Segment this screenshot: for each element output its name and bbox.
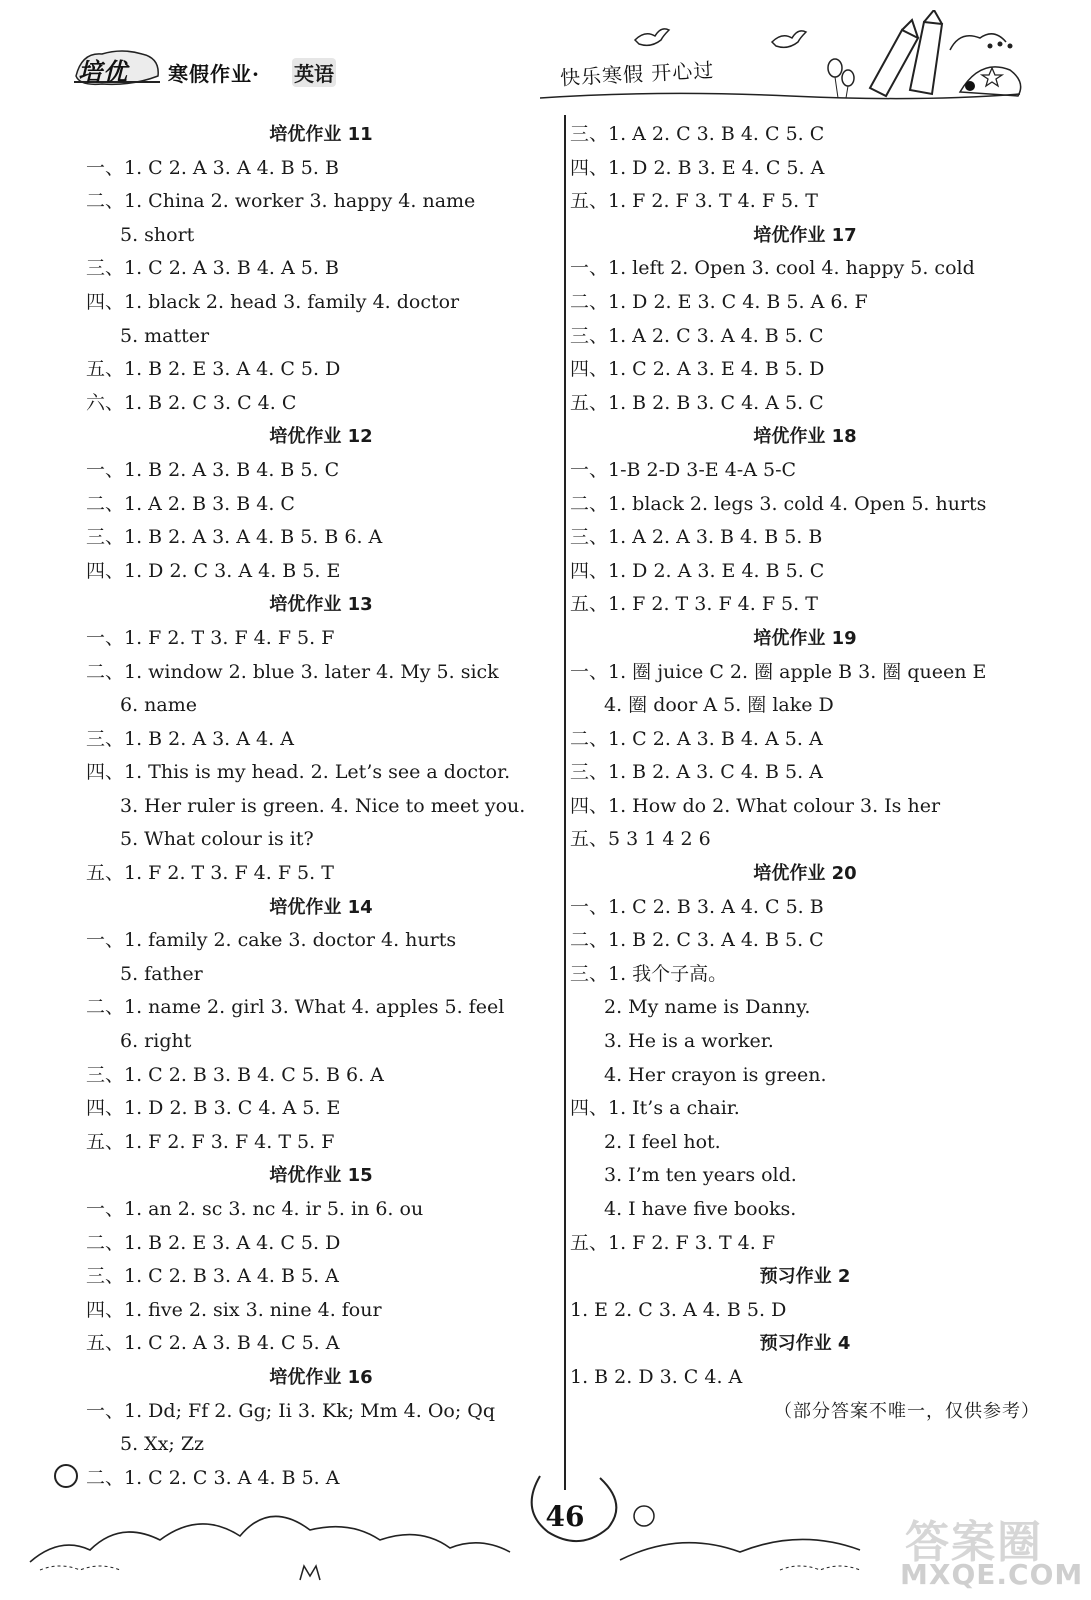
answer-line: 四、1. D 2. C 3. A 4. B 5. E bbox=[86, 559, 341, 582]
bird-icon bbox=[635, 29, 669, 45]
section-title: 培优作业 13 bbox=[269, 594, 373, 616]
answer-line: 四、1. D 2. B 3. E 4. C 5. A bbox=[570, 156, 825, 179]
section-title: 培优作业 12 bbox=[269, 426, 373, 448]
answer-line: 2. My name is Danny. bbox=[604, 996, 811, 1019]
section-title: 预习作业 4 bbox=[759, 1333, 851, 1355]
answer-line: 四、1. It’s a chair. bbox=[570, 1097, 740, 1120]
answer-line: 一、1. C 2. A 3. A 4. B 5. B bbox=[86, 156, 339, 179]
answer-line: 四、1. five 2. six 3. nine 4. four bbox=[86, 1298, 382, 1321]
answer-line: 三、1. A 2. A 3. B 4. B 5. B bbox=[570, 526, 823, 549]
answer-line: 三、1. B 2. A 3. A 4. A bbox=[86, 727, 294, 750]
answer-line: 4. Her crayon is green. bbox=[604, 1063, 827, 1086]
answer-line: 四、1. C 2. A 3. E 4. B 5. D bbox=[570, 358, 825, 381]
answer-line: 4. I have five books. bbox=[604, 1198, 797, 1220]
answer-line: 1. E 2. C 3. A 4. B 5. D bbox=[570, 1298, 787, 1321]
answer-line: 五、5 3 1 4 2 6 bbox=[570, 828, 711, 851]
section-title: 培优作业 19 bbox=[753, 627, 857, 649]
answer-line: 二、1. D 2. E 3. C 4. B 5. A 6. F bbox=[570, 290, 868, 313]
answer-line: 三、1. B 2. A 3. C 4. B 5. A bbox=[570, 761, 823, 784]
section-title: 培优作业 15 bbox=[269, 1165, 373, 1187]
answer-line: 三、1. A 2. C 3. A 4. B 5. C bbox=[570, 324, 824, 347]
section-title: 培优作业 16 bbox=[269, 1366, 373, 1388]
answer-line: 五、1. F 2. T 3. F 4. F 5. T bbox=[86, 862, 334, 885]
answer-line: 三、1. A 2. C 3. B 4. C 5. C bbox=[570, 123, 825, 145]
answer-line: 二、1. name 2. girl 3. What 4. apples 5. feel bbox=[86, 996, 505, 1019]
section-title: 培优作业 18 bbox=[753, 426, 857, 448]
answer-line: 二、1. C 2. A 3. B 4. A 5. A bbox=[570, 727, 823, 750]
answer-line: 5. Xx; Zz bbox=[120, 1433, 205, 1456]
answer-line: 五、1. B 2. B 3. C 4. A 5. C bbox=[570, 391, 824, 414]
page-header bbox=[0, 0, 1091, 110]
answer-line: 五、1. F 2. T 3. F 4. F 5. T bbox=[570, 593, 818, 616]
left-column bbox=[86, 118, 556, 1495]
answer-line: 4. 圈 door A 5. 圈 lake D bbox=[604, 694, 834, 717]
answer-line: 五、1. F 2. F 3. T 4. F 5. T bbox=[570, 190, 818, 213]
answer-line: 5. matter bbox=[120, 324, 210, 347]
answer-line: 一、1. Dd; Ff 2. Gg; Ii 3. Kk; Mm 4. Oo; Qq bbox=[86, 1399, 496, 1422]
answer-note: （部分答案不唯一，仅供参考） bbox=[774, 1400, 1040, 1422]
answer-line: 6. right bbox=[120, 1030, 192, 1053]
header-slogan: 快乐寒假 开心过 bbox=[559, 57, 715, 90]
answer-line: 一、1-B 2-D 3-E 4-A 5-C bbox=[570, 458, 797, 481]
answer-line: 三、1. B 2. A 3. A 4. B 5. B 6. A bbox=[86, 526, 383, 549]
answer-line: 二、1. C 2. C 3. A 4. B 5. A bbox=[86, 1466, 340, 1489]
answer-line: 三、1. 我个子高。 bbox=[570, 962, 728, 985]
star-icon bbox=[960, 67, 1021, 96]
answer-line: 二、1. B 2. E 3. A 4. C 5. D bbox=[86, 1231, 341, 1254]
answer-line: 二、1. B 2. C 3. A 4. B 5. C bbox=[570, 929, 824, 952]
answer-line: 五、1. F 2. F 3. T 4. F bbox=[570, 1231, 776, 1254]
answer-line: 一、1. 圈 juice C 2. 圈 apple B 3. 圈 queen E bbox=[570, 660, 987, 683]
answer-line: 五、1. B 2. E 3. A 4. C 5. D bbox=[86, 358, 341, 381]
answer-line: 5. short bbox=[120, 223, 195, 246]
answer-line: 一、1. B 2. A 3. B 4. B 5. C bbox=[86, 458, 340, 481]
bird-icon bbox=[772, 31, 806, 47]
right-column bbox=[570, 118, 1040, 1428]
section-title: 预习作业 2 bbox=[759, 1266, 851, 1288]
answer-line: 四、1. D 2. B 3. C 4. A 5. E bbox=[86, 1097, 341, 1120]
answer-line: 五、1. F 2. F 3. F 4. T 5. F bbox=[86, 1130, 335, 1153]
answer-line: 三、1. C 2. A 3. B 4. A 5. B bbox=[86, 257, 339, 280]
section-title: 培优作业 17 bbox=[753, 224, 857, 246]
answer-line: 四、1. black 2. head 3. family 4. doctor bbox=[86, 290, 460, 313]
answer-line: 五、1. C 2. A 3. B 4. C 5. A bbox=[86, 1332, 340, 1355]
column-divider bbox=[564, 115, 566, 1490]
answer-line: 三、1. C 2. B 3. A 4. B 5. A bbox=[86, 1265, 339, 1288]
answer-line: 四、1. This is my head. 2. Let’s see a doctor. bbox=[86, 761, 511, 784]
answer-line: 二、1. China 2. worker 3. happy 4. name bbox=[86, 190, 476, 213]
answer-line: 六、1. B 2. C 3. C 4. C bbox=[86, 391, 297, 414]
answer-line: 一、1. F 2. T 3. F 4. F 5. F bbox=[86, 626, 335, 649]
page-number: 46 bbox=[545, 1500, 585, 1533]
watermark-url: MXQE.COM bbox=[900, 1558, 1084, 1591]
section-title: 培优作业 20 bbox=[753, 863, 857, 885]
crayon-icon bbox=[910, 10, 942, 94]
balloon-icon bbox=[828, 59, 854, 98]
answer-line: 1. B 2. D 3. C 4. A bbox=[570, 1365, 743, 1388]
answer-line: 一、1. family 2. cake 3. doctor 4. hurts bbox=[86, 929, 457, 952]
answer-line: 3. Her ruler is green. 4. Nice to meet you. bbox=[120, 794, 526, 817]
answer-line: 二、1. window 2. blue 3. later 4. My 5. sick bbox=[86, 660, 499, 683]
section-title: 培优作业 11 bbox=[269, 124, 373, 145]
answer-line: 二、1. A 2. B 3. B 4. C bbox=[86, 492, 295, 515]
section-title: 培优作业 14 bbox=[269, 896, 373, 918]
answer-line: 5. What colour is it? bbox=[120, 828, 314, 851]
subject-badge: 英语 bbox=[292, 58, 336, 87]
answer-line: 6. name bbox=[120, 694, 197, 717]
answer-line: 5. father bbox=[120, 962, 203, 985]
answer-line: 三、1. C 2. B 3. B 4. C 5. B 6. A bbox=[86, 1063, 384, 1086]
answer-line: 3. I’m ten years old. bbox=[604, 1164, 797, 1187]
book-title: 寒假作业· bbox=[168, 62, 260, 86]
watermark-text: 答案圈 bbox=[905, 1517, 1043, 1568]
answer-line: 3. He is a worker. bbox=[604, 1030, 774, 1053]
answer-line: 二、1. black 2. legs 3. cold 4. Open 5. hurts bbox=[570, 492, 987, 515]
answer-line: 四、1. How do 2. What colour 3. Is her bbox=[570, 794, 941, 817]
answer-line: 一、1. C 2. B 3. A 4. C 5. B bbox=[570, 895, 824, 918]
flower-icon bbox=[950, 34, 1013, 50]
answer-line: 2. I feel hot. bbox=[604, 1130, 721, 1153]
answer-line: 一、1. an 2. sc 3. nc 4. ir 5. in 6. ou bbox=[86, 1198, 424, 1220]
answer-line: 四、1. D 2. A 3. E 4. B 5. C bbox=[570, 559, 825, 582]
logo-text: 培优 bbox=[78, 57, 128, 86]
answer-line: 一、1. left 2. Open 3. cool 4. happy 5. cold bbox=[570, 257, 975, 280]
header-decoration bbox=[540, 10, 1040, 110]
page-footer bbox=[0, 1440, 1091, 1600]
